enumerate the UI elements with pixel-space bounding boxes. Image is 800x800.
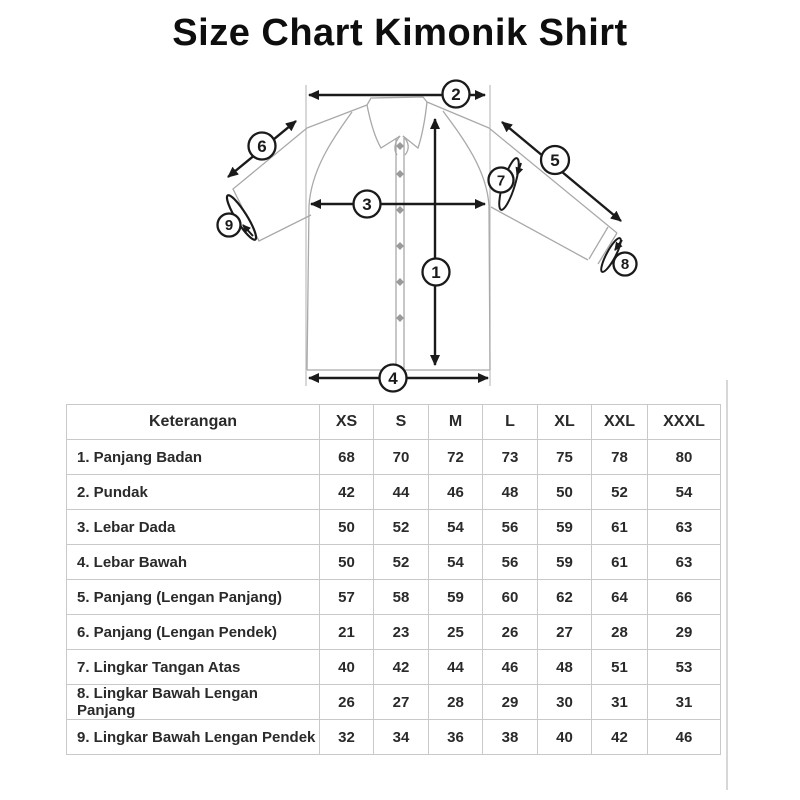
size-value: 36: [429, 720, 483, 755]
size-value: 44: [429, 650, 483, 685]
size-value: 52: [592, 475, 648, 510]
size-value: 29: [648, 615, 721, 650]
size-value: 57: [320, 580, 374, 615]
row-label: 9. Lingkar Bawah Lengan Pendek: [67, 720, 320, 755]
measurement-arrows: [228, 95, 621, 378]
size-value: 34: [374, 720, 429, 755]
size-value: 54: [429, 510, 483, 545]
marker-8: [614, 253, 637, 276]
table-row: [67, 580, 721, 615]
row-label: 3. Lebar Dada: [67, 510, 320, 545]
size-value: 26: [320, 685, 374, 720]
size-value: 48: [538, 650, 592, 685]
size-value: 42: [592, 720, 648, 755]
size-value: 28: [592, 615, 648, 650]
size-value: 21: [320, 615, 374, 650]
collar-top-line: [367, 97, 427, 105]
column-header-keterangan: Keterangan: [67, 405, 320, 440]
size-value: 60: [483, 580, 538, 615]
size-value: 40: [320, 650, 374, 685]
extension-lines: [306, 85, 490, 386]
header-row: [67, 405, 721, 440]
svg-text:3: 3: [362, 195, 372, 214]
marker-3: [354, 191, 381, 218]
body-left-edge: [307, 112, 352, 370]
size-value: 23: [374, 615, 429, 650]
long-sleeve-right-bottom: [491, 207, 588, 260]
size-chart-table: [66, 404, 721, 755]
svg-text:4: 4: [388, 369, 398, 388]
size-value: 52: [374, 545, 429, 580]
size-value: 44: [374, 475, 429, 510]
column-header-size: XXXL: [648, 405, 721, 440]
size-value: 54: [648, 475, 721, 510]
size-value: 52: [374, 510, 429, 545]
image-edge-line: [726, 380, 728, 790]
svg-text:9: 9: [224, 217, 234, 234]
shoulder-left-line: [307, 105, 367, 128]
table-row: [67, 720, 721, 755]
size-value: 75: [538, 440, 592, 475]
table-row: [67, 475, 721, 510]
table-row: [67, 685, 721, 720]
row-label: 7. Lingkar Tangan Atas: [67, 650, 320, 685]
size-value: 66: [648, 580, 721, 615]
size-value: 42: [320, 475, 374, 510]
size-value: 50: [320, 510, 374, 545]
table-row: [67, 440, 721, 475]
size-value: 51: [592, 650, 648, 685]
marker-circles: [218, 81, 637, 392]
size-value: 61: [592, 545, 648, 580]
size-value: 27: [374, 685, 429, 720]
svg-text:8: 8: [620, 256, 630, 273]
shirt-outline: [233, 97, 617, 370]
size-value: 73: [483, 440, 538, 475]
size-value: 40: [538, 720, 592, 755]
column-header-size: M: [429, 405, 483, 440]
size-value: 70: [374, 440, 429, 475]
table-row: [67, 615, 721, 650]
size-value: 58: [374, 580, 429, 615]
size-value: 53: [648, 650, 721, 685]
svg-text:1: 1: [431, 263, 441, 282]
size-value: 28: [429, 685, 483, 720]
row-label: 2. Pundak: [67, 475, 320, 510]
size-value: 63: [648, 510, 721, 545]
button-icons: [396, 142, 404, 322]
size-value: 64: [592, 580, 648, 615]
size-value: 56: [483, 510, 538, 545]
row-label: 8. Lingkar Bawah Lengan Panjang: [67, 685, 320, 720]
size-value: 63: [648, 545, 721, 580]
marker-5: [541, 146, 569, 174]
size-value: 38: [483, 720, 538, 755]
size-value: 26: [483, 615, 538, 650]
row-label: 6. Panjang (Lengan Pendek): [67, 615, 320, 650]
row-label: 4. Lebar Bawah: [67, 545, 320, 580]
size-value: 31: [592, 685, 648, 720]
size-value: 32: [320, 720, 374, 755]
svg-text:7: 7: [496, 172, 506, 190]
size-value: 48: [483, 475, 538, 510]
marker-1: [423, 259, 450, 286]
column-header-size: S: [374, 405, 429, 440]
row-label: 1. Panjang Badan: [67, 440, 320, 475]
svg-text:6: 6: [257, 137, 267, 156]
body-right-edge: [443, 111, 490, 370]
marker-7: [489, 168, 514, 193]
size-value: 46: [429, 475, 483, 510]
marker-2: [443, 81, 470, 108]
size-value: 68: [320, 440, 374, 475]
size-value: 62: [538, 580, 592, 615]
table-row: [67, 545, 721, 580]
table-row: [67, 510, 721, 545]
column-header-size: XL: [538, 405, 592, 440]
size-value: 50: [538, 475, 592, 510]
column-header-size: L: [483, 405, 538, 440]
row-label: 5. Panjang (Lengan Panjang): [67, 580, 320, 615]
size-value: 46: [483, 650, 538, 685]
size-value: 56: [483, 545, 538, 580]
size-value: 46: [648, 720, 721, 755]
table-row: [67, 650, 721, 685]
size-value: 25: [429, 615, 483, 650]
size-value: 42: [374, 650, 429, 685]
size-value: 61: [592, 510, 648, 545]
size-value: 80: [648, 440, 721, 475]
marker-6: [249, 133, 276, 160]
size-value: 27: [538, 615, 592, 650]
column-header-size: XXL: [592, 405, 648, 440]
size-value: 59: [429, 580, 483, 615]
size-value: 78: [592, 440, 648, 475]
marker-9: [218, 214, 241, 237]
column-header-size: XS: [320, 405, 374, 440]
size-value: 31: [648, 685, 721, 720]
page-title: Size Chart Kimonik Shirt: [172, 12, 628, 54]
collar-left-wing: [367, 105, 400, 148]
size-value: 54: [429, 545, 483, 580]
size-value: 29: [483, 685, 538, 720]
svg-text:5: 5: [550, 151, 560, 170]
svg-text:2: 2: [451, 85, 461, 104]
marker-4: [380, 365, 407, 392]
size-value: 59: [538, 510, 592, 545]
size-value: 59: [538, 545, 592, 580]
size-value: 72: [429, 440, 483, 475]
size-value: 50: [320, 545, 374, 580]
shirt-measurement-diagram: [0, 78, 800, 398]
size-value: 30: [538, 685, 592, 720]
